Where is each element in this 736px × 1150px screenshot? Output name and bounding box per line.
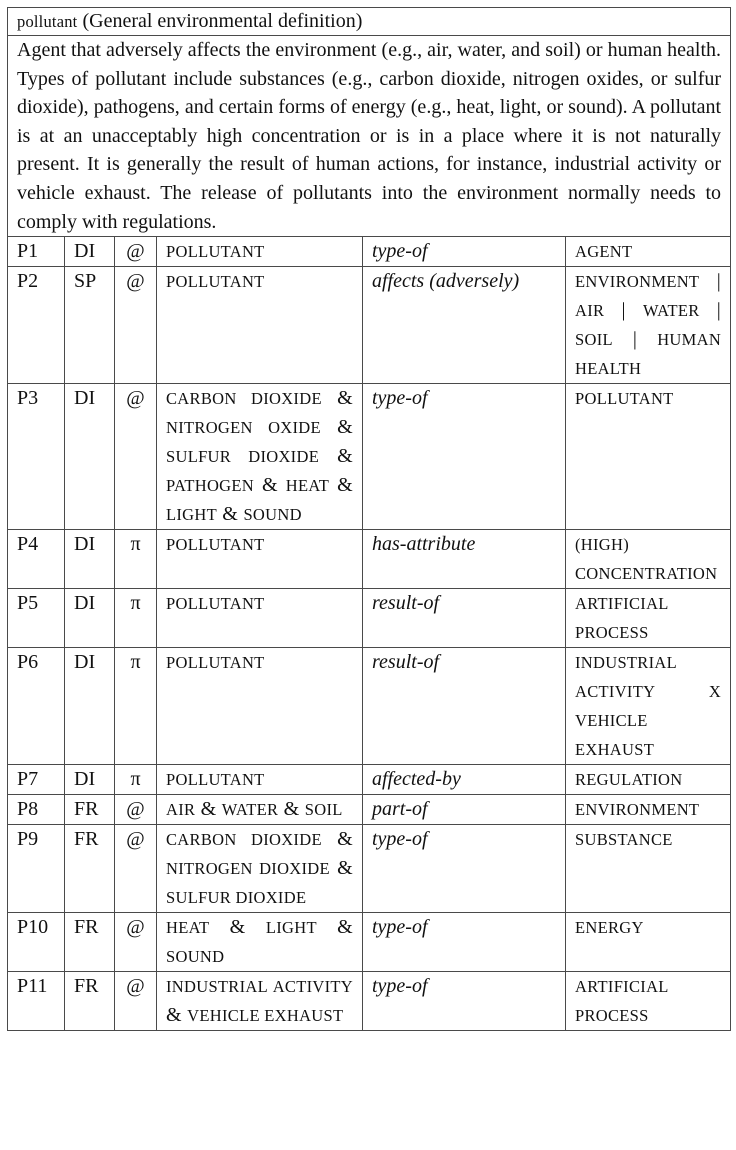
- proposition-relation: affects (adversely): [363, 267, 566, 384]
- proposition-id: P2: [8, 267, 65, 384]
- proposition-id: P11: [8, 972, 65, 1031]
- proposition-symbol: π: [115, 648, 157, 765]
- proposition-source: DI: [65, 648, 115, 765]
- proposition-id: P4: [8, 530, 65, 589]
- proposition-id: P10: [8, 913, 65, 972]
- proposition-relation: type-of: [363, 972, 566, 1031]
- proposition-symbol: @: [115, 795, 157, 825]
- proposition-row: [8, 765, 731, 795]
- proposition-relation: result-of: [363, 589, 566, 648]
- proposition-object: AGENT: [566, 237, 731, 267]
- proposition-relation: type-of: [363, 825, 566, 913]
- proposition-symbol: @: [115, 825, 157, 913]
- proposition-row: [8, 972, 731, 1031]
- term-qualifier: (General environmental definition): [82, 10, 363, 32]
- proposition-row: [8, 589, 731, 648]
- proposition-relation: type-of: [363, 384, 566, 530]
- proposition-subject: POLLUTANT: [157, 267, 363, 384]
- proposition-subject: AIR & WATER & SOIL: [157, 795, 363, 825]
- definition-row: [8, 36, 731, 237]
- proposition-row: [8, 267, 731, 384]
- proposition-object: (HIGH) CONCENTRATION: [566, 530, 731, 589]
- proposition-object: REGULATION: [566, 765, 731, 795]
- proposition-subject: HEAT & LIGHT & SOUND: [157, 913, 363, 972]
- proposition-id: P8: [8, 795, 65, 825]
- proposition-source: DI: [65, 384, 115, 530]
- proposition-id: P7: [8, 765, 65, 795]
- proposition-object: ENERGY: [566, 913, 731, 972]
- proposition-subject: POLLUTANT: [157, 648, 363, 765]
- proposition-row: [8, 913, 731, 972]
- proposition-subject: POLLUTANT: [157, 589, 363, 648]
- proposition-source: FR: [65, 795, 115, 825]
- proposition-source: FR: [65, 972, 115, 1031]
- proposition-id: P9: [8, 825, 65, 913]
- term-label: pollutant: [17, 12, 78, 31]
- definition-table: [7, 7, 731, 1031]
- proposition-relation: affected-by: [363, 765, 566, 795]
- proposition-source: DI: [65, 765, 115, 795]
- proposition-object: ENVIRONMENT | AIR | WATER | SOIL | HUMAN HEALTH: [566, 267, 731, 384]
- proposition-source: DI: [65, 589, 115, 648]
- proposition-subject: INDUSTRIAL ACTIVITY & VEHICLE EXHAUST: [157, 972, 363, 1031]
- proposition-subject: POLLUTANT: [157, 765, 363, 795]
- proposition-symbol: π: [115, 765, 157, 795]
- proposition-id: P6: [8, 648, 65, 765]
- proposition-source: FR: [65, 825, 115, 913]
- proposition-subject: POLLUTANT: [157, 237, 363, 267]
- proposition-id: P5: [8, 589, 65, 648]
- proposition-relation: type-of: [363, 237, 566, 267]
- proposition-object: SUBSTANCE: [566, 825, 731, 913]
- proposition-id: P1: [8, 237, 65, 267]
- proposition-row: [8, 795, 731, 825]
- proposition-row: [8, 530, 731, 589]
- proposition-row: [8, 648, 731, 765]
- table-body: [8, 8, 731, 1031]
- proposition-object: INDUSTRIAL ACTIVITY X VEHICLE EXHAUST: [566, 648, 731, 765]
- proposition-symbol: @: [115, 913, 157, 972]
- heading-row: [8, 8, 731, 36]
- proposition-object: ARTIFICIAL PROCESS: [566, 972, 731, 1031]
- proposition-symbol: @: [115, 972, 157, 1031]
- proposition-source: FR: [65, 913, 115, 972]
- proposition-symbol: @: [115, 237, 157, 267]
- proposition-row: [8, 825, 731, 913]
- proposition-subject: POLLUTANT: [157, 530, 363, 589]
- proposition-subject: CARBON DIOXIDE & NITROGEN OXIDE & SULFUR DIOXIDE & PATHOGEN & HEAT & LIGHT & SOUND: [157, 384, 363, 530]
- proposition-source: DI: [65, 530, 115, 589]
- proposition-symbol: @: [115, 267, 157, 384]
- proposition-id: P3: [8, 384, 65, 530]
- proposition-row: [8, 384, 731, 530]
- proposition-subject: CARBON DIOXIDE & NITROGEN DIOXIDE & SULFUR DIOXIDE: [157, 825, 363, 913]
- proposition-row: [8, 237, 731, 267]
- proposition-relation: part-of: [363, 795, 566, 825]
- definition-text: Agent that adversely affects the environment (e.g., air, water, and soil) or human health. Types of pollutant include substances (e.g., carbon dioxide, nitrogen oxides, or sulfur dioxide), pathogens, and certain forms of energy (e.g., heat, light, or sound). A pollutant is at an unacceptably high concentration or is in a place where it is not naturally present. It is generally the result of human actions, for instance, industrial activity or vehicle exhaust. The release of pollutants into the environment normally needs to comply with regulations.: [8, 36, 731, 237]
- proposition-object: POLLUTANT: [566, 384, 731, 530]
- proposition-relation: has-attribute: [363, 530, 566, 589]
- proposition-object: ARTIFICIAL PROCESS: [566, 589, 731, 648]
- proposition-relation: result-of: [363, 648, 566, 765]
- proposition-symbol: π: [115, 530, 157, 589]
- proposition-source: DI: [65, 237, 115, 267]
- proposition-symbol: @: [115, 384, 157, 530]
- proposition-symbol: π: [115, 589, 157, 648]
- proposition-relation: type-of: [363, 913, 566, 972]
- proposition-source: SP: [65, 267, 115, 384]
- proposition-object: ENVIRONMENT: [566, 795, 731, 825]
- heading-cell: [8, 8, 731, 36]
